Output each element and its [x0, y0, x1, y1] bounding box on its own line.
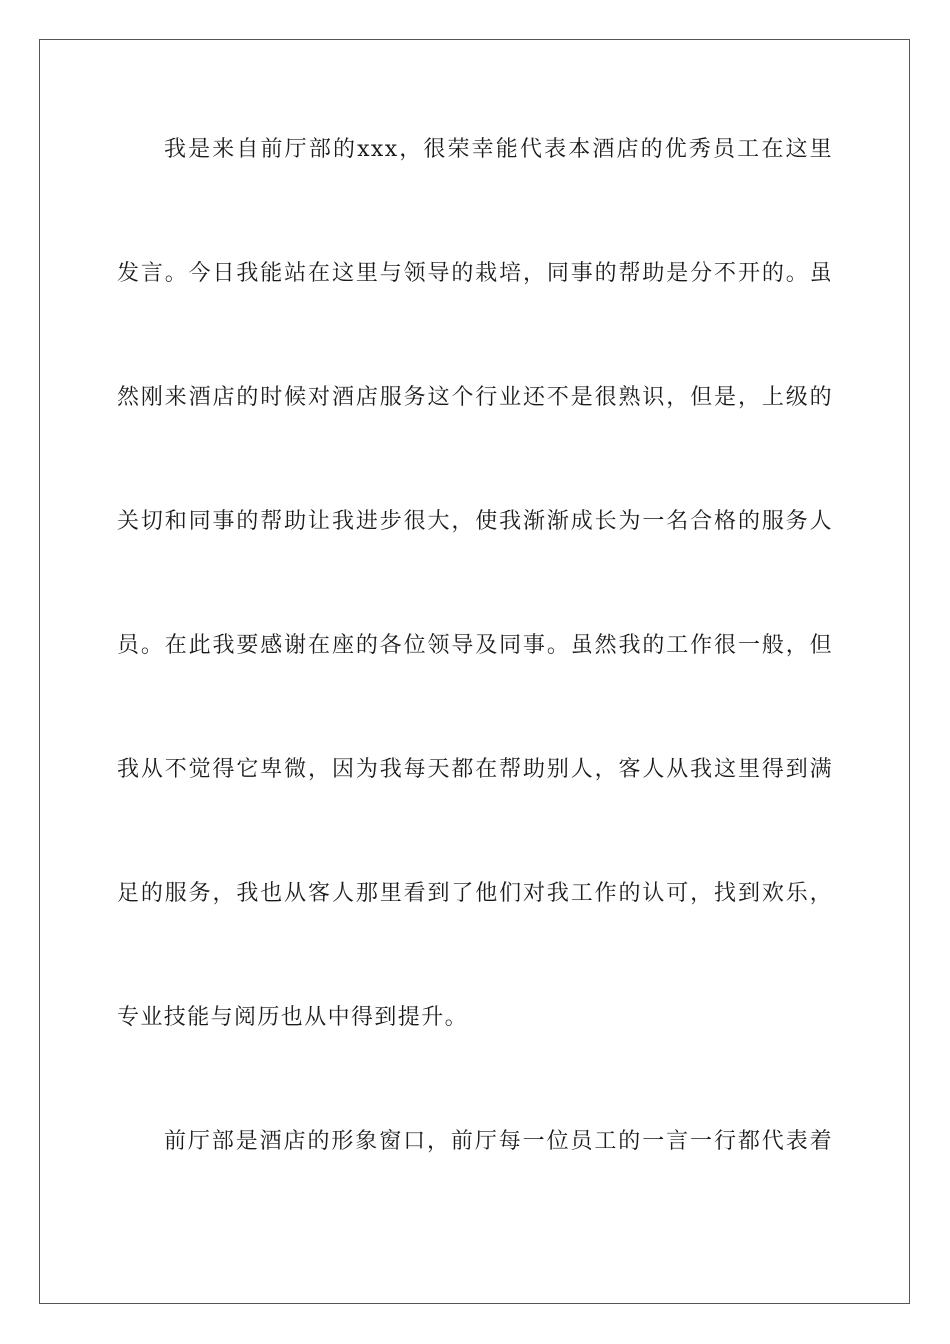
paragraph-2-line-1: 前厅部是酒店的形象窗口，前厅每一位员工的一言一行都代表着 [164, 1129, 833, 1154]
paragraph-1-line-1: 我是来自前厅部的xxx，很荣幸能代表本酒店的优秀员工在这里 [164, 137, 833, 162]
paragraph-1-line-7: 足的服务，我也从客人那里看到了他们对我工作的认可，找到欢乐， [117, 881, 833, 906]
paragraph-1-line-5: 员。在此我要感谢在座的各位领导及同事。虽然我的工作很一般，但 [117, 633, 833, 658]
paragraph-1-line-6: 我从不觉得它卑微，因为我每天都在帮助别人，客人从我这里得到满 [117, 757, 833, 782]
page-frame [39, 39, 910, 1304]
paragraph-1-line-2: 发言。今日我能站在这里与领导的栽培，同事的帮助是分不开的。虽 [117, 261, 833, 286]
paragraph-1-line-4: 关切和同事的帮助让我进步很大，使我渐渐成长为一名合格的服务人 [117, 509, 833, 534]
paragraph-1-line-3: 然刚来酒店的时候对酒店服务这个行业还不是很熟识，但是，上级的 [117, 385, 833, 410]
paragraph-1-line-8: 专业技能与阅历也从中得到提升。 [117, 1005, 469, 1030]
